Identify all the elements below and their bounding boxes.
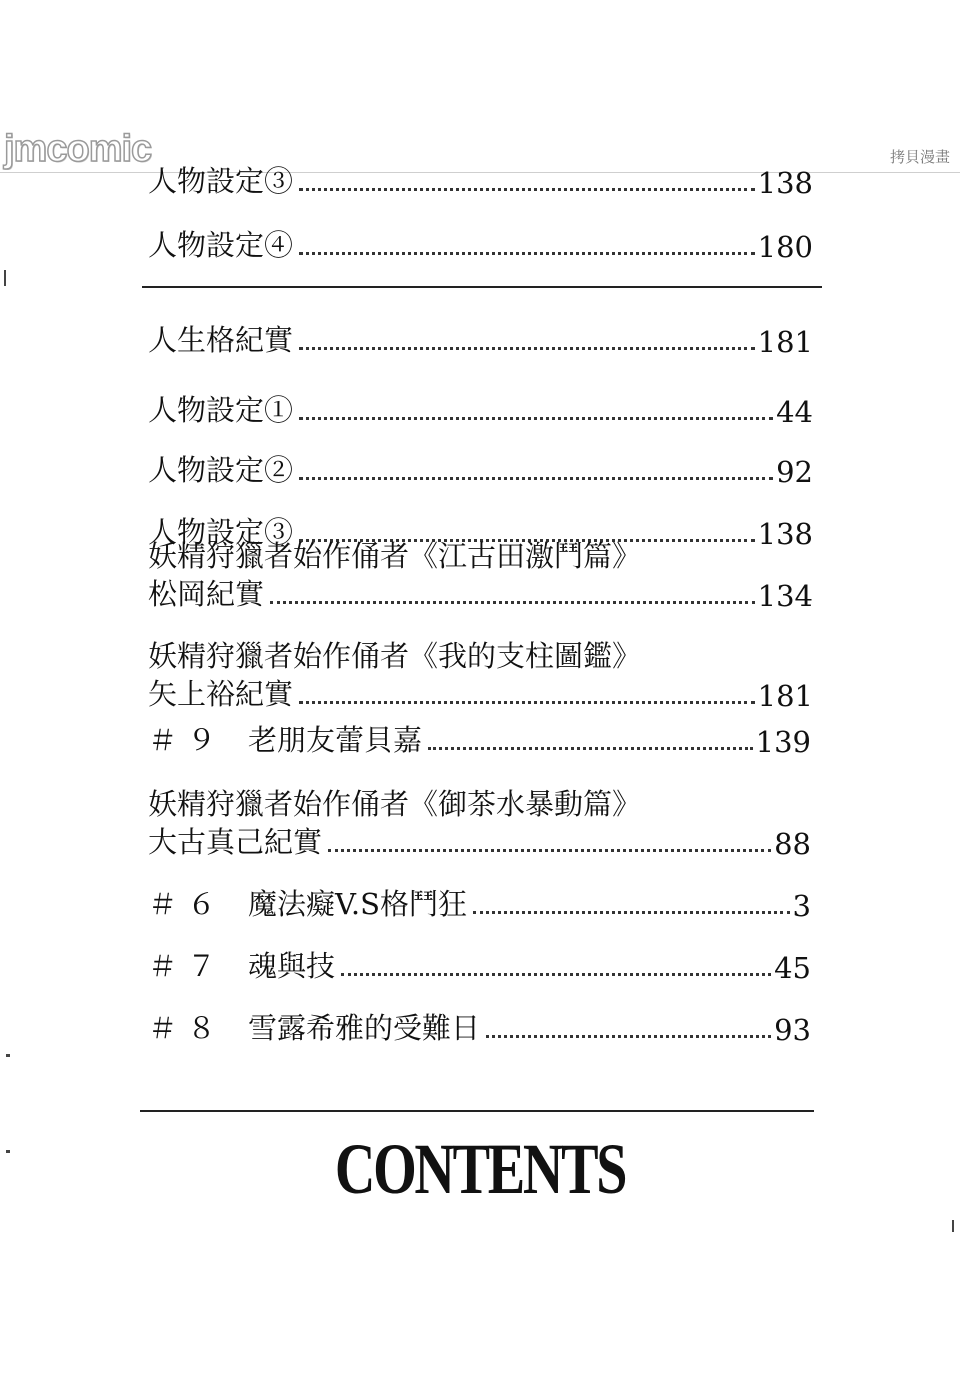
section-divider bbox=[142, 286, 822, 288]
toc-entry bbox=[148, 882, 811, 923]
entry-title: 人物設定① bbox=[148, 393, 294, 427]
entry-title: 人物設定③ bbox=[148, 515, 294, 549]
entry-title: 人物設定④ bbox=[148, 228, 294, 262]
toc-entry bbox=[148, 1006, 811, 1047]
entry-title: 矢上裕紀實 bbox=[148, 677, 294, 711]
toc-entry bbox=[148, 318, 813, 359]
dot-leader bbox=[341, 973, 771, 976]
entry-subtitle: 妖精狩獵者始作俑者《御茶水暴動篇》 bbox=[148, 787, 642, 821]
toc-entry bbox=[148, 448, 813, 489]
scan-speck bbox=[4, 270, 6, 286]
scan-speck bbox=[6, 1054, 10, 1057]
entry-title: 魔法癡V.S格鬥狂 bbox=[248, 887, 467, 921]
toc-entry bbox=[148, 223, 813, 264]
dot-leader bbox=[270, 601, 755, 604]
entry-page: 138 bbox=[757, 166, 813, 200]
footer-divider bbox=[140, 1110, 814, 1112]
chapter-number: ＃６ bbox=[148, 887, 227, 921]
entry-page: 134 bbox=[757, 579, 813, 613]
entry-title: 老朋友蕾貝嘉 bbox=[248, 723, 423, 757]
chapter-number: ＃８ bbox=[148, 1011, 227, 1045]
dot-leader bbox=[299, 347, 755, 350]
dot-leader bbox=[299, 477, 773, 480]
contents-heading: CONTENTS bbox=[334, 1129, 626, 1209]
dot-leader bbox=[428, 747, 753, 750]
middle-section bbox=[0, 323, 960, 551]
toc-entry bbox=[148, 820, 811, 861]
dot-leader bbox=[299, 701, 755, 704]
chapter-number: ＃９ bbox=[148, 723, 227, 757]
entry-page: 88 bbox=[774, 827, 811, 861]
dot-leader bbox=[299, 417, 773, 420]
watermark-logo: jmcomic bbox=[4, 128, 152, 170]
entry-title: 大古真己紀實 bbox=[148, 825, 323, 859]
top-section bbox=[0, 164, 960, 273]
scan-speck bbox=[6, 1150, 10, 1153]
entry-title: 人物設定③ bbox=[148, 164, 294, 198]
entry-page: 138 bbox=[757, 517, 813, 551]
toc-entry bbox=[148, 572, 813, 613]
entry-title: 人生格紀實 bbox=[148, 323, 294, 357]
dot-leader bbox=[328, 849, 771, 852]
entry-title: 雪露希雅的受難日 bbox=[248, 1011, 481, 1045]
entry-page: 181 bbox=[757, 679, 813, 713]
dot-leader bbox=[299, 188, 755, 191]
site-label: 拷貝漫畫 bbox=[889, 148, 950, 166]
entry-page: 181 bbox=[757, 325, 813, 359]
toc-entry bbox=[148, 944, 811, 985]
entry-subtitle: 妖精狩獵者始作俑者《江古田激鬥篇》 bbox=[148, 539, 642, 573]
toc-entry bbox=[148, 159, 813, 200]
toc-entry bbox=[148, 672, 813, 713]
dot-leader bbox=[486, 1035, 771, 1038]
dot-leader bbox=[473, 911, 790, 914]
entry-page: 180 bbox=[757, 230, 813, 264]
entry-page: 3 bbox=[792, 889, 811, 923]
entry-page: 139 bbox=[755, 725, 811, 759]
chapter-number: ＃７ bbox=[148, 949, 227, 983]
toc-entry bbox=[148, 388, 813, 429]
entry-page: 44 bbox=[776, 395, 813, 429]
entry-page: 93 bbox=[774, 1013, 811, 1047]
entry-page: 92 bbox=[776, 455, 813, 489]
entry-title: 人物設定② bbox=[148, 453, 294, 487]
toc-entry bbox=[148, 718, 811, 759]
entry-page: 45 bbox=[774, 951, 811, 985]
dot-leader bbox=[299, 252, 755, 255]
entry-title: 松岡紀實 bbox=[148, 577, 265, 611]
entry-subtitle: 妖精狩獵者始作俑者《我的支柱圖鑑》 bbox=[148, 639, 642, 673]
entry-title: 魂與技 bbox=[248, 949, 336, 983]
clipped-entry bbox=[0, 672, 960, 713]
scan-speck bbox=[952, 1220, 954, 1232]
